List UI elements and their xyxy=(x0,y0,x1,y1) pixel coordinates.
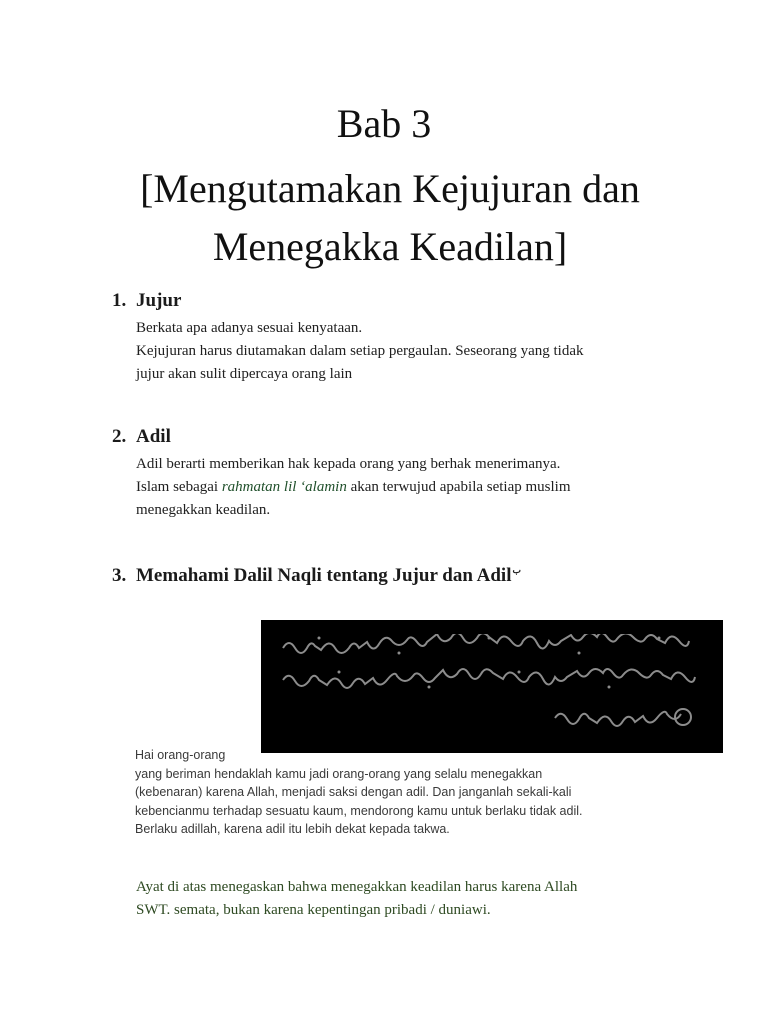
paragraph-text: akan terwujud apabila setiap muslim xyxy=(346,479,571,495)
translation-line: yang beriman hendaklah kamu jadi orang-orang yang selalu menegakkan xyxy=(135,766,543,781)
arabic-verse-image xyxy=(261,620,723,753)
paragraph-text: Islam sebagai xyxy=(136,479,222,495)
translation-line: Berlaku adillah, karena adil itu lebih dekat kepada takwa. xyxy=(135,822,450,836)
section-heading-adil xyxy=(112,426,171,448)
arabic-line-1 xyxy=(279,634,705,656)
paragraph-line: jujur akan sulit dipercaya orang lain xyxy=(136,366,353,382)
conclusion-paragraph xyxy=(136,876,577,922)
section-title: Memahami Dalil Naqli tentang Jujur dan Adil xyxy=(136,565,512,586)
verse-translation xyxy=(135,746,583,839)
section-number: 1. xyxy=(112,290,127,311)
italic-term: rahmatan lil ‘alamin xyxy=(221,479,347,495)
section-number: 2. xyxy=(112,426,127,447)
chapter-title-line-1: [Mengutamakan Kejujuran dan xyxy=(140,166,640,211)
section-title: Jujur xyxy=(136,290,182,311)
conclusion-line: Ayat di atas menegaskan bahwa menegakkan keadilan harus karena Allah xyxy=(136,879,578,895)
translation-line: Hai orang-orang xyxy=(135,748,226,762)
section-body-adil xyxy=(136,453,571,522)
section-title: Adil xyxy=(136,426,171,447)
translation-line: (kebenaran) karena Allah, menjadi saksi dengan adil. Dan janganlah sekali-kali xyxy=(135,785,572,799)
paragraph-line xyxy=(136,476,571,499)
paragraph-line: menegakkan keadilan. xyxy=(136,502,271,518)
chapter-title xyxy=(90,160,690,276)
conclusion-line: SWT. semata, bukan karena kepentingan pribadi / duniawi. xyxy=(136,902,491,918)
paragraph-line: Kejujuran harus diutamakan dalam setiap pergaulan. Seseorang yang tidak xyxy=(136,343,584,359)
section-heading-dalil xyxy=(112,565,521,587)
paragraph-line: Adil berarti memberikan hak kepada orang yang berhak menerimanya. xyxy=(136,456,561,472)
arabic-verse-reference xyxy=(551,706,703,728)
section-body-jujur xyxy=(136,317,584,386)
chapter-title-line-2: Menegakka Keadilan] xyxy=(212,224,568,269)
section-number: 3. xyxy=(112,565,127,586)
translation-line: kebencianmu terhadap sesuatu kaum, mendorong kamu untuk berlaku tidak adil. xyxy=(135,803,583,818)
paragraph-line: Berkata apa adanya sesuai kenyataan. xyxy=(136,320,363,336)
section-heading-jujur xyxy=(112,290,181,312)
chapter-heading: Bab 3 xyxy=(336,101,432,146)
arabic-line-2 xyxy=(279,668,705,690)
footnote-mark: ب xyxy=(512,565,521,575)
